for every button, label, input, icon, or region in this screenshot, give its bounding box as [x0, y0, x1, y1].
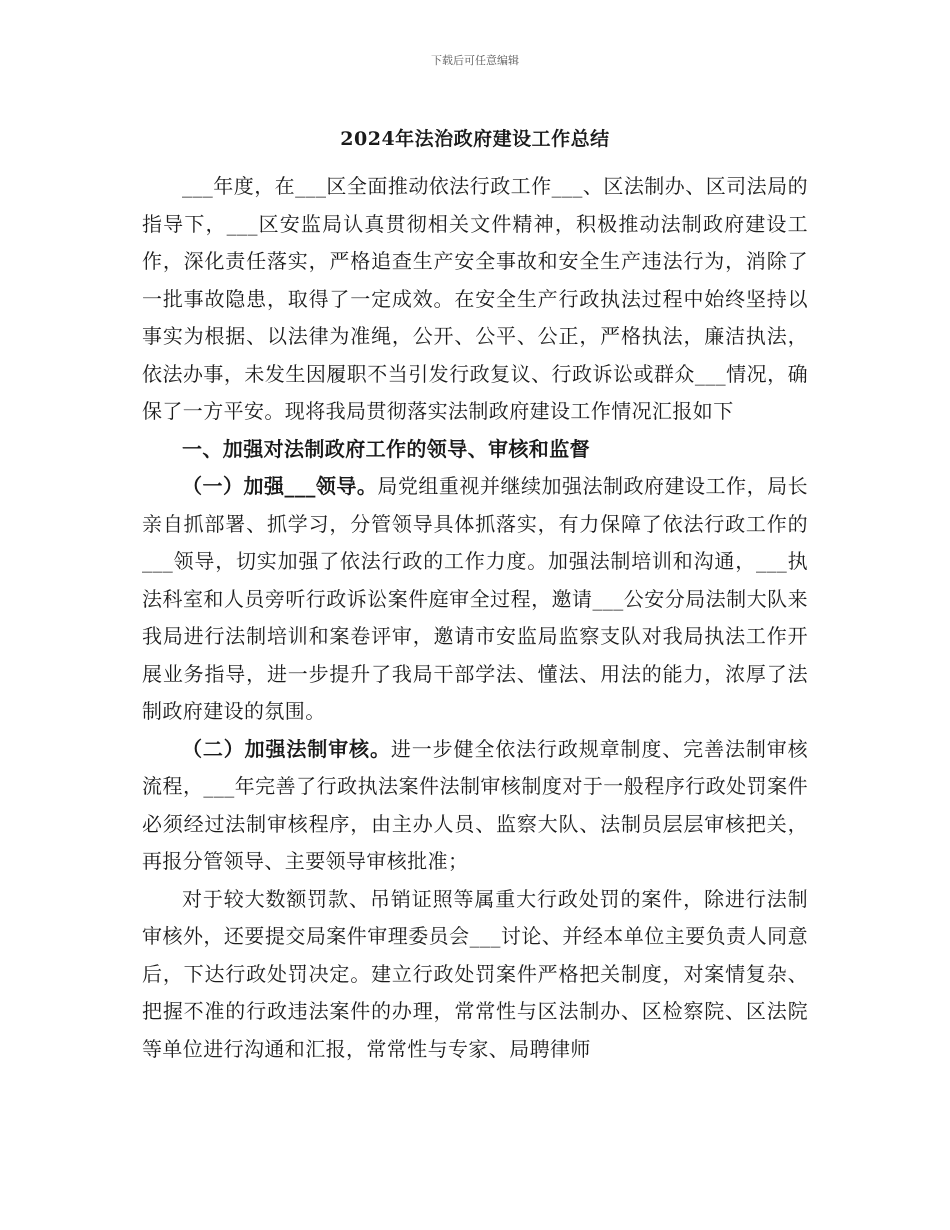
subsection-1-text: 局党组重视并继续加强法制政府建设工作，局长亲自抓部署、抓学习，分管领导具体抓落实，有力保障了依法行政工作的___领导，切实加强了依法行政的工作力度。加强法制培训和沟通，___执法科室和人员旁听行政诉讼案件庭审全过程，邀请___公安分局法制大队来我局进行法制培训和案卷评审，邀请市安监局监察支队对我局执法工作开展业务指导，进一步提升了我局干部学法、懂法、用法的能力，浓厚了法制政府建设的氛围。 — [142, 474, 808, 723]
intro-paragraph: ___年度，在___区全面推动依法行政工作___、区法制办、区司法局的指导下，___区安监局认真贯彻相关文件精神，积极推动法制政府建设工作，深化责任落实，严格追查生产安全事故和安全生产违法行为，消除了一批事故隐患，取得了一定成效。在安全生产行政执法过程中始终坚持以事实为根据、以法律为准绳，公开、公平、公正，严格执法，廉洁执法，依法办事，未发生因履职不当引发行政复议、行政诉讼或群众___情况，确保了一方平安。现将我局贯彻落实法制政府建设工作情况汇报如下 — [142, 174, 808, 423]
document-body — [142, 168, 808, 1068]
section-1-heading: 一、加强对法制政府工作的领导、审核和监督 — [182, 436, 590, 461]
subsection-2-paragraph — [142, 731, 808, 881]
subsection-1-paragraph — [142, 468, 808, 731]
subsection-1-lead: （一）加强___领导。 — [182, 474, 378, 498]
major-penalty-paragraph: 对于较大数额罚款、吊销证照等属重大行政处罚的案件，除进行法制审核外，还要提交局案件审理委员会___讨论、并经本单位主要负责人同意后，下达行政处罚决定。建立行政处罚案件严格把关制度，对案情复杂、把握不准的行政违法案件的办理，常常性与区法制办、区检察院、区法院等单位进行沟通和汇报，常常性与专家、局聘律师 — [142, 886, 808, 1061]
subsection-2-text: 进一步健全依法行政规章制度、完善法制审核流程，___年完善了行政执法案件法制审核制度对于一般程序行政处罚案件必须经过法制审核程序，由主办人员、监察大队、法制员层层审核把关，再报分管领导、主要领导审核批准； — [142, 736, 809, 873]
header-note: 下载后可任意编辑 — [431, 54, 519, 67]
subsection-2-lead: （二）加强法制审核。 — [182, 736, 391, 761]
document-title: 2024年法治政府建设工作总结 — [340, 128, 610, 150]
